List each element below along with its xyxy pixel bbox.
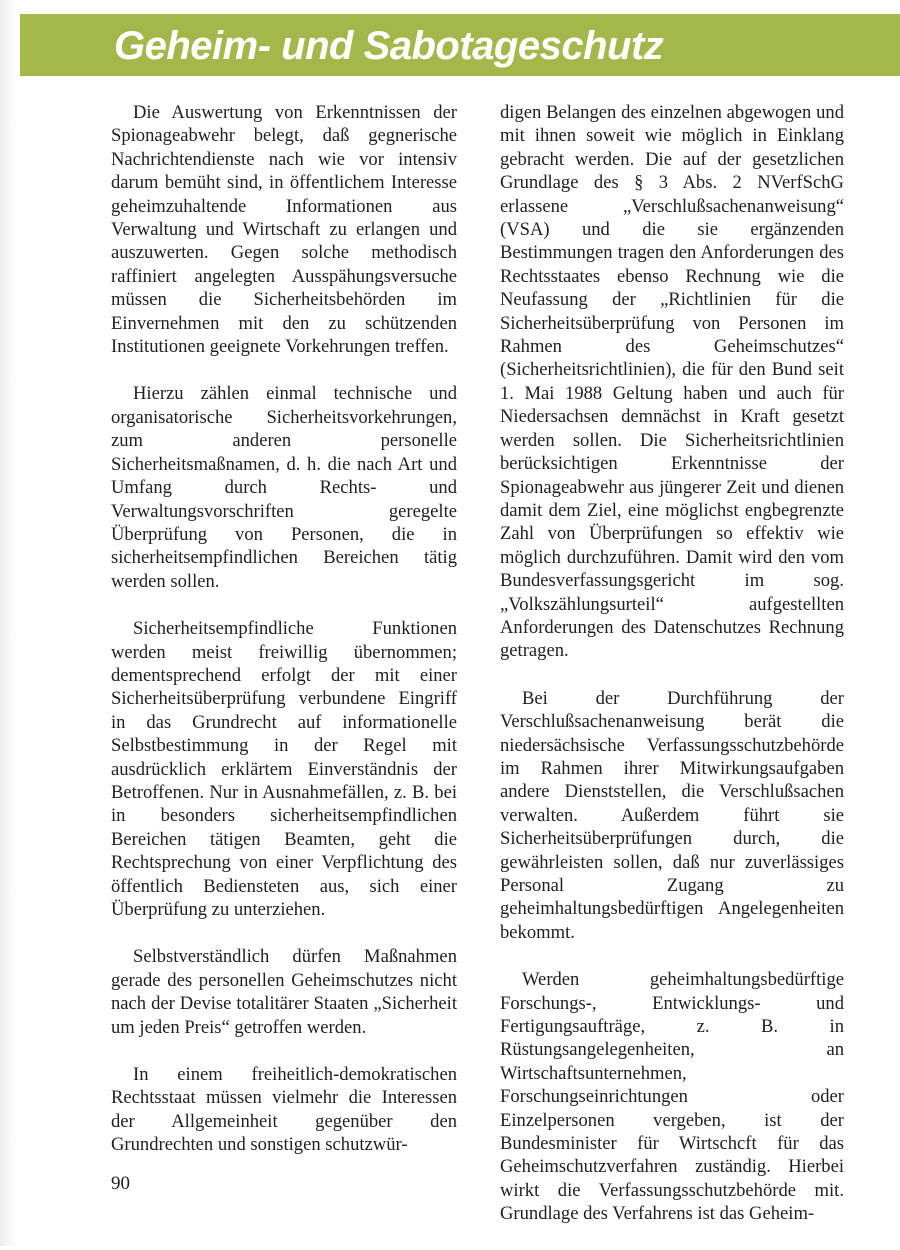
page-number: 90	[111, 1173, 130, 1194]
page-title: Geheim- und Sabotageschutz	[114, 24, 664, 68]
paragraph: In einem freiheitlich-demokratischen Rechtsstaat müssen vielmehr die Interessen der Allgemeinheit gegenüber den Grundrechten und sonstigen schutzwür-	[111, 1064, 457, 1156]
paragraph: Die Auswertung von Erkenntnissen der Spionageabwehr belegt, daß gegnerische Nachrichtendienste nach wie vor intensiv darum bemüht sind, in öffentlichem Interesse geheimzuhaltende Informationen aus Verwaltung und Wirtschaft zu erlangen und auszuwerten. Gegen solche methodisch raffiniert angelegten Ausspähungsversuche müssen die Sicherheitsbehörden im Einvernehmen mit den zu schützenden Institutionen geeignete Vorkehrungen treffen.	[111, 102, 457, 358]
paragraph: Bei der Durchführung der Verschlußsachenanweisung berät die niedersächsische Verfassungsschutzbehörde im Rahmen ihrer Mitwirkungsaufgaben andere Dienststellen, die Verschlußsachen verwalten. Außerdem führt sie Sicherheitsüberprüfungen durch, die gewährleisten sollen, daß nur zuverlässiges Personal Zugang zu geheimhaltungsbedürftigen Angelegenheiten bekommt.	[500, 687, 844, 943]
right-column	[500, 101, 844, 1250]
paragraph: digen Belangen des einzelnen abgewogen und mit ihnen soweit wie möglich in Einklang gebracht werden. Die auf der gesetzlichen Grundlage des § 3 Abs. 2 NVerfSchG erlassene „Verschlußsachenanweisung“ (VSA) und die sie ergänzenden Bestimmungen tragen den Anforderungen des Rechtsstaates ebenso Rechnung wie die Neufassung der „Richtlinien für die Sicherheitsüberprüfung von Personen im Rahmen des Geheimschutzes“ (Sicherheitsrichtlinien), die für den Bund seit 1. Mai 1988 Geltung haben und auch für Niedersachsen demnächst in Kraft gesetzt werden sollen. Die Sicherheitsrichtlinien berücksichtigen Erkenntnisse der Spionageabwehr aus jüngerer Zeit und dienen damit dem Ziel, eine möglichst engbegrenzte Zahl von Überprüfungen so effektiv wie möglich durchzuführen. Damit wird den vom Bundesverfassungsgericht im sog. „Volkszählungsurteil“ aufgestellten Anforderungen des Datenschutzes Rechnung getragen.	[500, 102, 844, 662]
page-edge	[0, 0, 18, 1246]
paragraph: Selbstverständlich dürfen Maßnahmen gerade des personellen Geheimschutzes nicht nach der Devise totalitärer Staaten „Sicherheit um jeden Preis“ getroffen werden.	[111, 946, 457, 1038]
paragraph: Werden geheimhaltungsbedürftige Forschungs-, Entwicklungs- und Fertigungsaufträge, z. B. in Rüstungsangelegenheiten, an Wirtschaftsunternehmen, Forschungseinrichtungen oder Einzelpersonen vergeben, ist der Bundesminister für Wirtschcft für das Geheimschutzverfahren zuständig. Hierbei wirkt die Verfassungsschutzbehörde mit. Grundlage des Verfahrens ist das Geheim-	[500, 969, 844, 1225]
paragraph: Sicherheitsempfindliche Funktionen werden meist freiwillig übernommen; dementsprechend erfolgt der mit einer Sicherheitsüberprüfung verbundene Eingriff in das Grundrecht auf informationelle Selbstbestimmung in der Regel mit ausdrücklich erklärtem Einverständnis der Betroffenen. Nur in Ausnahmefällen, z. B. bei in besonders sicherheitsempfindlichen Bereichen tätigen Beamten, geht die Rechtsprechung von einer Verpflichtung des öffentlich Bediensteten aus, sich einer Überprüfung zu unterziehen.	[111, 618, 457, 920]
left-column	[111, 101, 457, 1181]
paragraph: Hierzu zählen einmal technische und organisatorische Sicherheitsvorkehrungen, zum anderen personelle Sicherheitsmaßnamen, d. h. die nach Art und Umfang durch Rechts- und Verwaltungsvorschriften geregelte Überprüfung von Personen, die in sicherheitsempfindlichen Bereichen tätig werden sollen.	[111, 383, 457, 592]
